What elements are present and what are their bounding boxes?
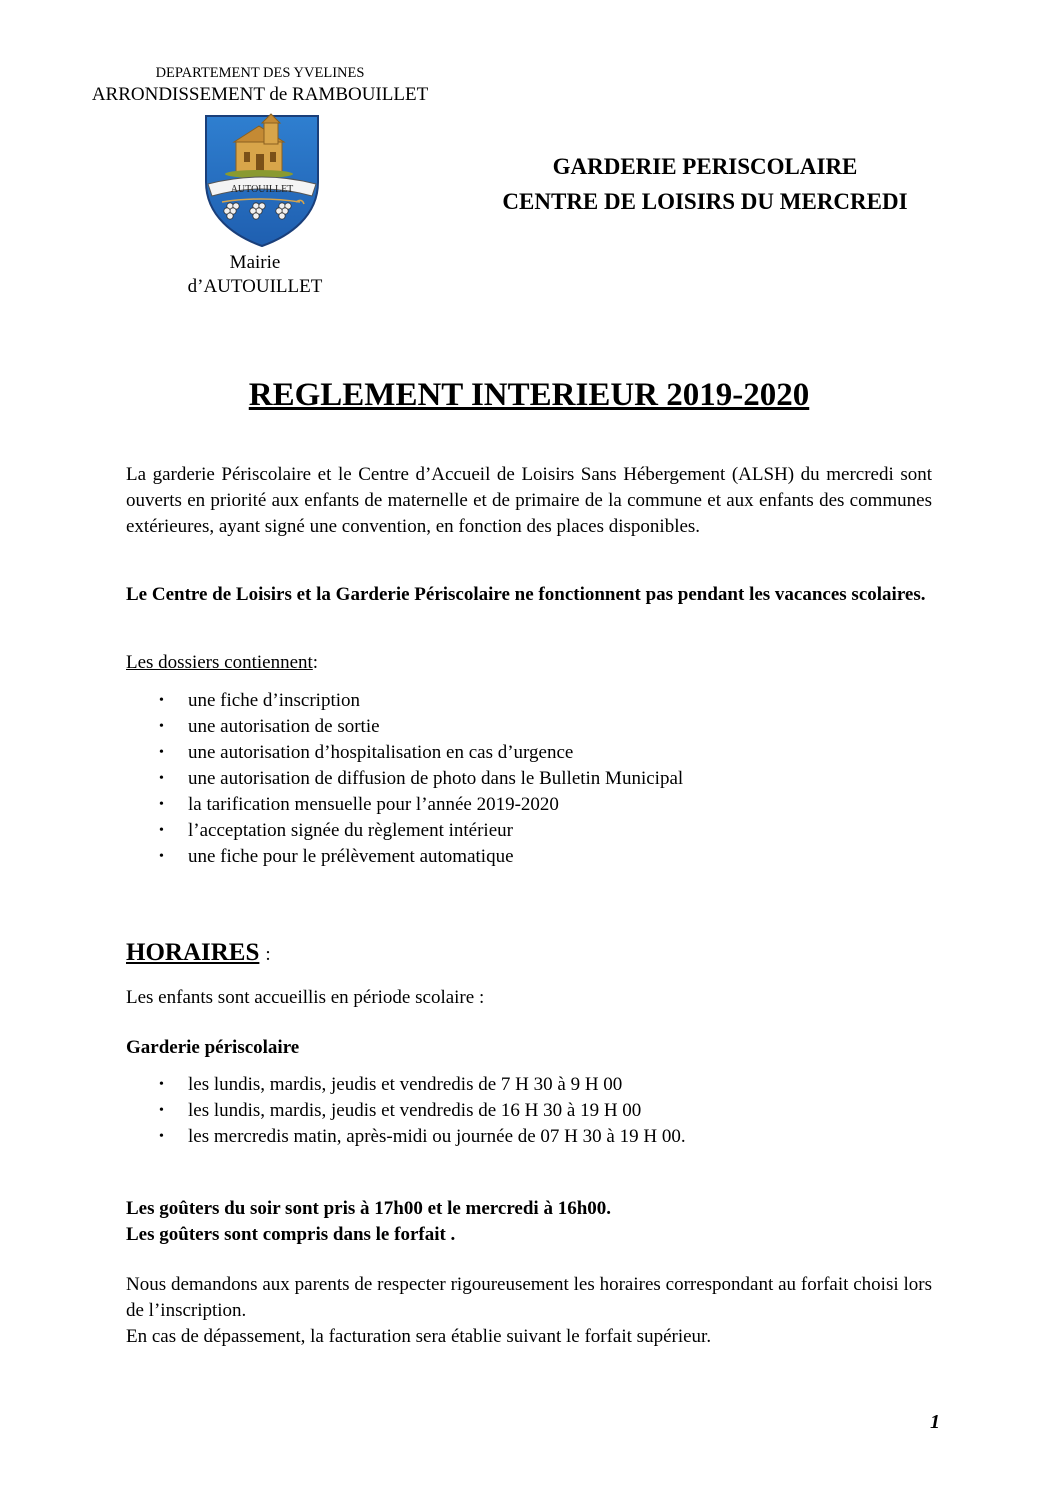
mairie-line2: d’AUTOUILLET [187, 276, 323, 297]
bullet-icon: • [159, 823, 164, 838]
intro-paragraph: La garderie Périscolaire et le Centre d’Accueil de Loisirs Sans Hébergement (ALSH) du mercredi sont ouverts en priorité aux enfants de maternelle et de primaire de la commune et aux enfants des communes extérieures, ayant signé une convention, en fonction des places disponibles. [126, 464, 932, 537]
horaires-heading [126, 937, 271, 971]
list-item [126, 844, 683, 870]
list-item-text: une autorisation de sortie [188, 716, 380, 737]
bullet-icon: • [159, 849, 164, 864]
mairie-line1: Mairie [229, 252, 281, 273]
dossiers-colon: : [312, 652, 319, 673]
garderie-heading: Garderie périscolaire [126, 1037, 300, 1058]
list-item-text: la tarification mensuelle pour l’année 2019-2020 [188, 794, 559, 815]
respect-paragraph [126, 1272, 932, 1350]
list-item [126, 766, 683, 792]
mairie-label [130, 251, 380, 299]
list-item [126, 1124, 686, 1150]
gouters-line2: Les goûters sont compris dans le forfait . [126, 1224, 456, 1245]
list-item-text: une autorisation de diffusion de photo dans le Bulletin Municipal [188, 768, 684, 789]
list-item-text: une autorisation d’hospitalisation en cas d’urgence [188, 742, 574, 763]
bullet-icon: • [159, 1129, 164, 1144]
service-line2: CENTRE DE LOISIRS DU MERCREDI [502, 189, 908, 214]
list-item [126, 688, 683, 714]
bullet-icon: • [159, 797, 164, 812]
bullet-icon: • [159, 771, 164, 786]
department-name: DEPARTEMENT DES YVELINES [155, 65, 365, 81]
horaires-title: HORAIRES [126, 939, 260, 966]
closure-notice: Le Centre de Loisirs et la Garderie Périscolaire ne fonctionnent pas pendant les vacances scolaires. [126, 584, 926, 605]
horaires-colon: : [265, 944, 271, 965]
list-item-text: une fiche pour le prélèvement automatique [188, 846, 514, 867]
accueil-text: Les enfants sont accueillis en période scolaire : [126, 987, 485, 1008]
dossiers-heading [126, 650, 932, 676]
service-line1: GARDERIE PERISCOLAIRE [552, 154, 858, 179]
list-item-text: une fiche d’inscription [188, 690, 361, 711]
page-number: 1 [930, 1411, 940, 1433]
bullet-icon: • [159, 1103, 164, 1118]
arrondissement-name: ARRONDISSEMENT de RAMBOUILLET [91, 84, 429, 105]
list-item-text: l’acceptation signée du règlement intérieur [188, 820, 513, 841]
list-item-text: les lundis, mardis, jeudis et vendredis de 16 H 30 à 19 H 00 [188, 1100, 642, 1121]
autouillet-crest [200, 112, 324, 248]
crest-banner-text: AUTOUILLET [230, 184, 294, 195]
list-item-text: les mercredis matin, après-midi ou journée de 07 H 30 à 19 H 00. [188, 1126, 686, 1147]
list-item [126, 818, 683, 844]
bullet-icon: • [159, 1077, 164, 1092]
dossiers-list [126, 688, 683, 870]
depassement-text: En cas de dépassement, la facturation sera établie suivant le forfait supérieur. [126, 1326, 712, 1347]
bullet-icon: • [159, 719, 164, 734]
crest-shield-icon [200, 112, 324, 248]
list-item [126, 792, 683, 818]
bullet-icon: • [159, 693, 164, 708]
respect-text: Nous demandons aux parents de respecter rigoureusement les horaires correspondant au forfait choisi lors de l’inscription. [126, 1274, 932, 1321]
list-item [126, 1072, 686, 1098]
bullet-icon: • [159, 745, 164, 760]
horaires-list [126, 1072, 686, 1150]
list-item [126, 740, 683, 766]
dossiers-label: Les dossiers contiennent [126, 652, 313, 673]
gouters-notice [126, 1196, 932, 1248]
list-item [126, 714, 683, 740]
page-title: REGLEMENT INTERIEUR 2019-2020 [248, 377, 810, 413]
list-item [126, 1098, 686, 1124]
list-item-text: les lundis, mardis, jeudis et vendredis de 7 H 30 à 9 H 00 [188, 1074, 623, 1095]
gouters-line1: Les goûters du soir sont pris à 17h00 et le mercredi à 16h00. [126, 1198, 612, 1219]
service-title [440, 149, 970, 219]
